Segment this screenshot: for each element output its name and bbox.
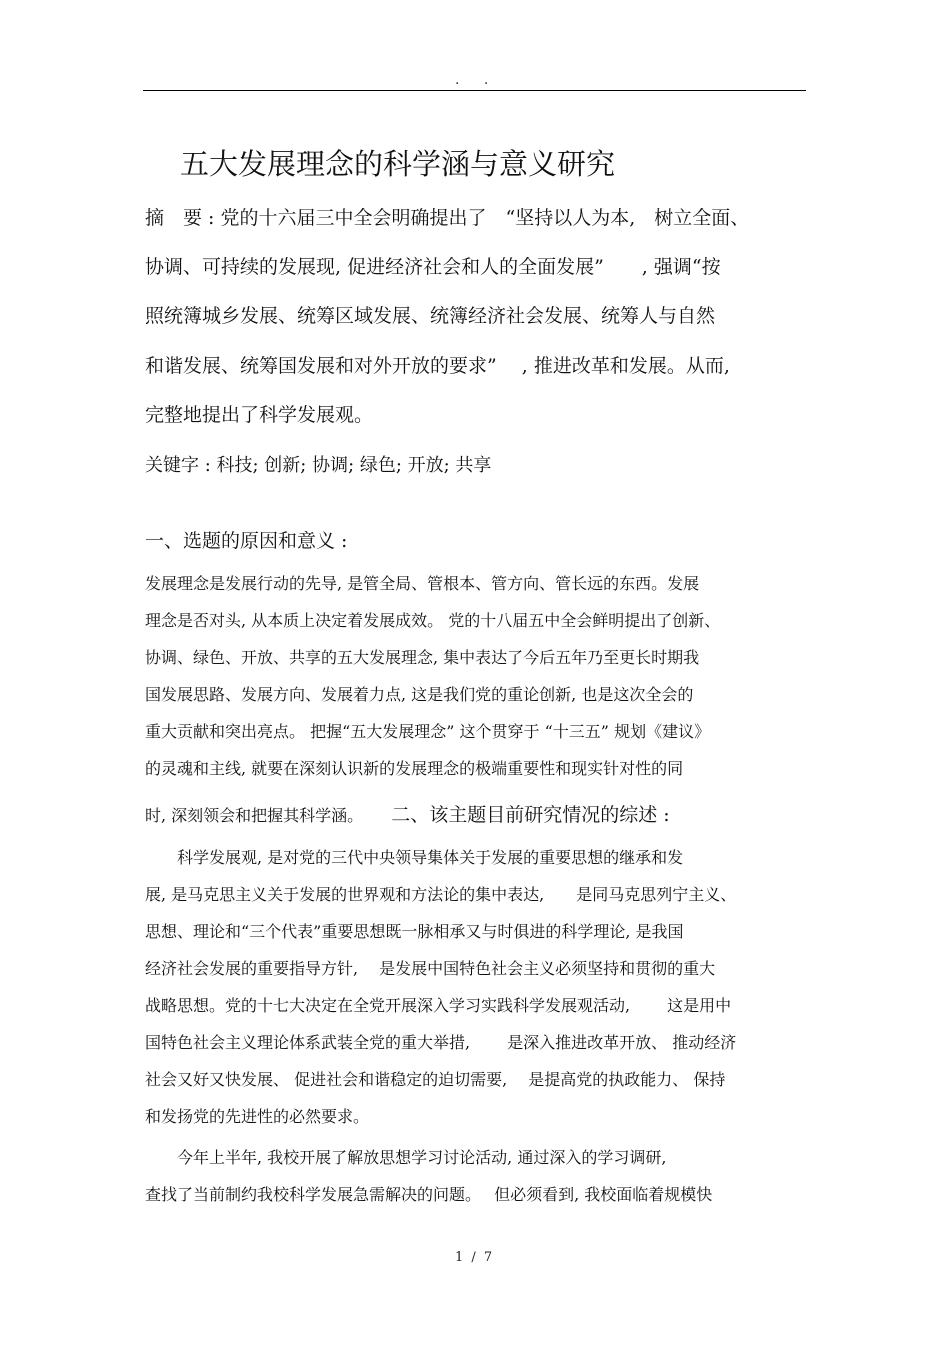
section-1-heading: 一、选题的原因和意义 : — [145, 530, 348, 552]
abstract-line: 协调、可持续的发展现, 促进经济社会和人的全面发展” , 强调“按 — [145, 256, 721, 278]
body-text: 时, 深刻领会和把握其科学涵。 — [145, 806, 364, 825]
body-line: 思想、理论和“三个代表”重要思想既一脉相承又与时俱进的科学理论, 是我国 — [145, 922, 684, 941]
body-line: 协调、绿色、开放、共享的五大发展理念, 集中表达了今后五年乃至更长时期我 — [145, 648, 700, 667]
mixed-line — [145, 802, 670, 829]
body-line: 社会又好又快发展、 促进社会和谐稳定的迫切需要, 是提高党的执政能力、 保持 — [145, 1070, 726, 1089]
abstract-line: 完整地提出了科学发展观。 — [145, 404, 374, 426]
body-line: 国发展思路、发展方向、发展着力点, 这是我们党的重论创新, 也是这次全会的 — [145, 685, 694, 704]
abstract-line: 和谐发展、统筹国发展和对外开放的要求” , 推进改革和发展。从而, — [145, 355, 730, 377]
body-line: 查找了当前制约我校科学发展急需解决的问题。 但必须看到, 我校面临着规模快 — [145, 1185, 713, 1204]
body-line: 经济社会发展的重要指导方针, 是发展中国特色社会主义必须坚持和贯彻的重大 — [145, 959, 716, 978]
body-line: 展, 是马克思主义关于发展的世界观和方法论的集中表达, 是同马克思列宁主义、 — [145, 885, 737, 904]
document-title: 五大发展理念的科学涵与意义研究 — [180, 147, 616, 181]
body-line: 发展理念是发展行动的先导, 是管全局、管根本、管方向、管长远的东西。发展 — [145, 574, 700, 593]
body-line: 今年上半年, 我校开展了解放思想学习讨论活动, 通过深入的学习调研, — [145, 1148, 667, 1167]
body-line: 和发扬党的先进性的必然要求。 — [145, 1107, 370, 1126]
abstract-line: 照统簿城乡发展、统筹区域发展、统簿经济社会发展、统筹人与自然 — [145, 305, 716, 327]
body-line: 理念是否对头, 从本质上决定着发展成效。 党的十八届五中全会鲜明提出了创新、 — [145, 611, 721, 630]
body-line: 科学发展观, 是对党的三代中央领导集体关于发展的重要思想的继承和发 — [145, 848, 684, 867]
body-line: 的灵魂和主线, 就要在深刻认识新的发展理念的极端重要性和现实针对性的同 — [145, 759, 684, 778]
body-line: 战略思想。党的十七大决定在全党开展深入学习实践科学发展观活动, 这是用中 — [145, 996, 732, 1015]
header-dots: . . — [455, 72, 499, 88]
section-2-heading: 二、该主题目前研究情况的综述 : — [391, 804, 670, 826]
header-rule — [143, 90, 806, 91]
page-number: 1 / 7 — [455, 1250, 495, 1265]
abstract-line: 摘 要 : 党的十六届三中全会明确提出了 “坚持以人为本, 树立全面、 — [145, 207, 750, 229]
body-line: 重大贡献和突出亮点。 把握“五大发展理念” 这个贯穿于 “十三五” 规划《建议》 — [145, 722, 711, 741]
keywords-line: 关键字 : 科技; 创新; 协调; 绿色; 开放; 共享 — [145, 455, 492, 476]
body-line: 国特色社会主义理论体系武装全党的重大举措, 是深入推进改革开放、 推动经济 — [145, 1033, 737, 1052]
